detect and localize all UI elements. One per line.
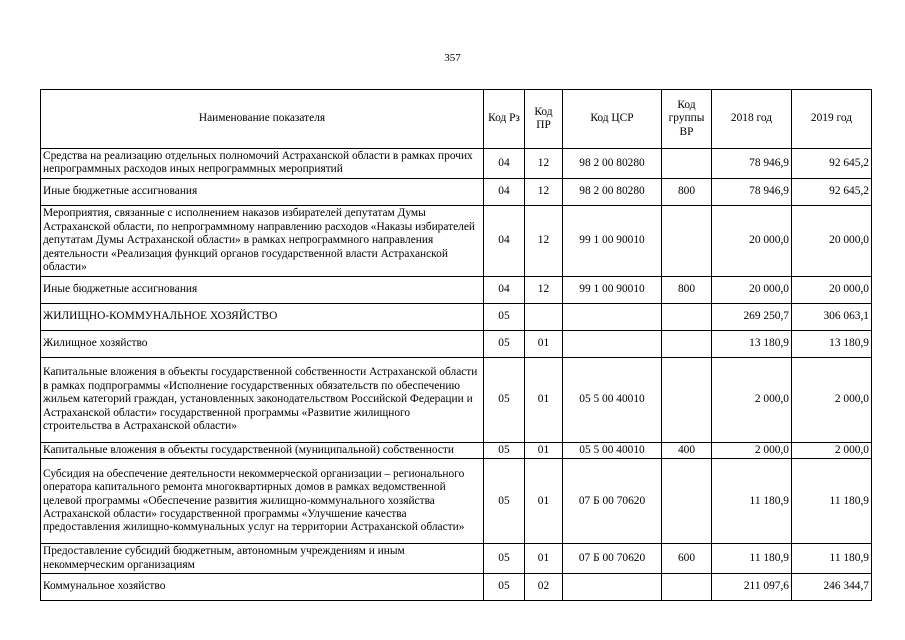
row-2019: 2 000,0 bbox=[792, 442, 872, 458]
row-csr: 07 Б 00 70620 bbox=[563, 459, 662, 544]
row-2019: 13 180,9 bbox=[792, 330, 872, 357]
header-pr: Код ПР bbox=[525, 90, 563, 149]
row-vr bbox=[662, 149, 712, 179]
row-2018: 11 180,9 bbox=[712, 459, 792, 544]
row-2018: 211 097,6 bbox=[712, 574, 792, 601]
row-vr bbox=[662, 574, 712, 601]
row-vr bbox=[662, 303, 712, 330]
header-2019: 2019 год bbox=[792, 90, 872, 149]
row-rz: 05 bbox=[484, 303, 525, 330]
row-2019: 2 000,0 bbox=[792, 357, 872, 442]
row-csr: 05 5 00 40010 bbox=[563, 442, 662, 458]
table-row bbox=[41, 276, 872, 303]
row-rz: 05 bbox=[484, 459, 525, 544]
row-name: ЖИЛИЩНО-КОММУНАЛЬНОЕ ХОЗЯЙСТВО bbox=[41, 303, 484, 330]
row-rz: 04 bbox=[484, 149, 525, 179]
row-pr bbox=[525, 303, 563, 330]
row-csr bbox=[563, 574, 662, 601]
row-name: Капитальные вложения в объекты государственной собственности Астраханской области в рамках подпрограммы «Исполнение государственных обязательств по обеспечению жильем категорий граждан, установленных законодательством Российской Федерации и Астраханской области» государственной программы «Развитие жилищного строительства в Астраханской области» bbox=[41, 357, 484, 442]
row-rz: 05 bbox=[484, 574, 525, 601]
row-rz: 04 bbox=[484, 276, 525, 303]
row-2019: 20 000,0 bbox=[792, 276, 872, 303]
row-csr: 07 Б 00 70620 bbox=[563, 544, 662, 574]
row-rz: 04 bbox=[484, 178, 525, 205]
table-row bbox=[41, 574, 872, 601]
table-row bbox=[41, 149, 872, 179]
row-rz: 05 bbox=[484, 442, 525, 458]
table-row bbox=[41, 544, 872, 574]
row-csr bbox=[563, 330, 662, 357]
row-2019: 92 645,2 bbox=[792, 178, 872, 205]
row-name: Жилищное хозяйство bbox=[41, 330, 484, 357]
row-2018: 13 180,9 bbox=[712, 330, 792, 357]
row-2019: 11 180,9 bbox=[792, 459, 872, 544]
row-vr bbox=[662, 205, 712, 276]
row-name: Субсидия на обеспечение деятельности некоммерческой организации – регионального оператора капитального ремонта многоквартирных домов в рамках ведомственной целевой программы «Обеспечение развития жилищно-коммунального хозяйства Астраханской области» государственной программы «Улучшение качества предоставления жилищно-коммунальных услуг на территории Астраханской области» bbox=[41, 459, 484, 544]
row-name: Иные бюджетные ассигнования bbox=[41, 178, 484, 205]
header-row bbox=[41, 90, 872, 149]
row-vr bbox=[662, 459, 712, 544]
budget-table bbox=[40, 89, 872, 601]
table-row bbox=[41, 178, 872, 205]
row-2019: 246 344,7 bbox=[792, 574, 872, 601]
row-name: Капитальные вложения в объекты государственной (муниципальной) собственности bbox=[41, 442, 484, 458]
header-2018: 2018 год bbox=[712, 90, 792, 149]
row-rz: 04 bbox=[484, 205, 525, 276]
table-row bbox=[41, 357, 872, 442]
row-csr: 98 2 00 80280 bbox=[563, 178, 662, 205]
row-2019: 92 645,2 bbox=[792, 149, 872, 179]
table-row bbox=[41, 459, 872, 544]
row-2019: 11 180,9 bbox=[792, 544, 872, 574]
row-pr: 12 bbox=[525, 276, 563, 303]
row-pr: 12 bbox=[525, 205, 563, 276]
header-csr: Код ЦСР bbox=[563, 90, 662, 149]
row-2018: 20 000,0 bbox=[712, 205, 792, 276]
row-2018: 2 000,0 bbox=[712, 442, 792, 458]
row-csr bbox=[563, 303, 662, 330]
page-number: 357 bbox=[444, 52, 461, 64]
row-pr: 12 bbox=[525, 178, 563, 205]
table-row bbox=[41, 205, 872, 276]
row-name: Коммунальное хозяйство bbox=[41, 574, 484, 601]
row-pr: 01 bbox=[525, 357, 563, 442]
row-name: Предоставление субсидий бюджетным, автономным учреждениям и иным некоммерческим организациям bbox=[41, 544, 484, 574]
row-pr: 01 bbox=[525, 442, 563, 458]
row-vr bbox=[662, 357, 712, 442]
row-2018: 78 946,9 bbox=[712, 149, 792, 179]
row-csr: 05 5 00 40010 bbox=[563, 357, 662, 442]
row-pr: 02 bbox=[525, 574, 563, 601]
row-2018: 2 000,0 bbox=[712, 357, 792, 442]
row-2018: 20 000,0 bbox=[712, 276, 792, 303]
row-vr: 800 bbox=[662, 276, 712, 303]
row-name: Мероприятия, связанные с исполнением наказов избирателей депутатам Думы Астраханской области, по непрограммному направлению расходов «Наказы избирателей депутатам Думы Астраханской области» в рамках непрограммного направления деятельности «Реализация функций органов государственной власти Астраханской области» bbox=[41, 205, 484, 276]
row-csr: 99 1 00 90010 bbox=[563, 276, 662, 303]
row-vr: 800 bbox=[662, 178, 712, 205]
row-rz: 05 bbox=[484, 330, 525, 357]
row-name: Средства на реализацию отдельных полномочий Астраханской области в рамках прочих непрограммных расходов иных непрограммных мероприятий bbox=[41, 149, 484, 179]
table-row bbox=[41, 442, 872, 458]
row-2019: 20 000,0 bbox=[792, 205, 872, 276]
row-2019: 306 063,1 bbox=[792, 303, 872, 330]
row-pr: 01 bbox=[525, 459, 563, 544]
row-csr: 98 2 00 80280 bbox=[563, 149, 662, 179]
header-rz: Код Рз bbox=[484, 90, 525, 149]
row-rz: 05 bbox=[484, 544, 525, 574]
table-row bbox=[41, 303, 872, 330]
row-vr bbox=[662, 330, 712, 357]
table-row bbox=[41, 330, 872, 357]
row-pr: 12 bbox=[525, 149, 563, 179]
row-2018: 269 250,7 bbox=[712, 303, 792, 330]
row-pr: 01 bbox=[525, 544, 563, 574]
row-vr: 400 bbox=[662, 442, 712, 458]
row-2018: 78 946,9 bbox=[712, 178, 792, 205]
row-2018: 11 180,9 bbox=[712, 544, 792, 574]
header-vr: Код группы ВР bbox=[662, 90, 712, 149]
row-pr: 01 bbox=[525, 330, 563, 357]
row-name: Иные бюджетные ассигнования bbox=[41, 276, 484, 303]
row-rz: 05 bbox=[484, 357, 525, 442]
row-vr: 600 bbox=[662, 544, 712, 574]
row-csr: 99 1 00 90010 bbox=[563, 205, 662, 276]
header-name: Наименование показателя bbox=[41, 90, 484, 149]
